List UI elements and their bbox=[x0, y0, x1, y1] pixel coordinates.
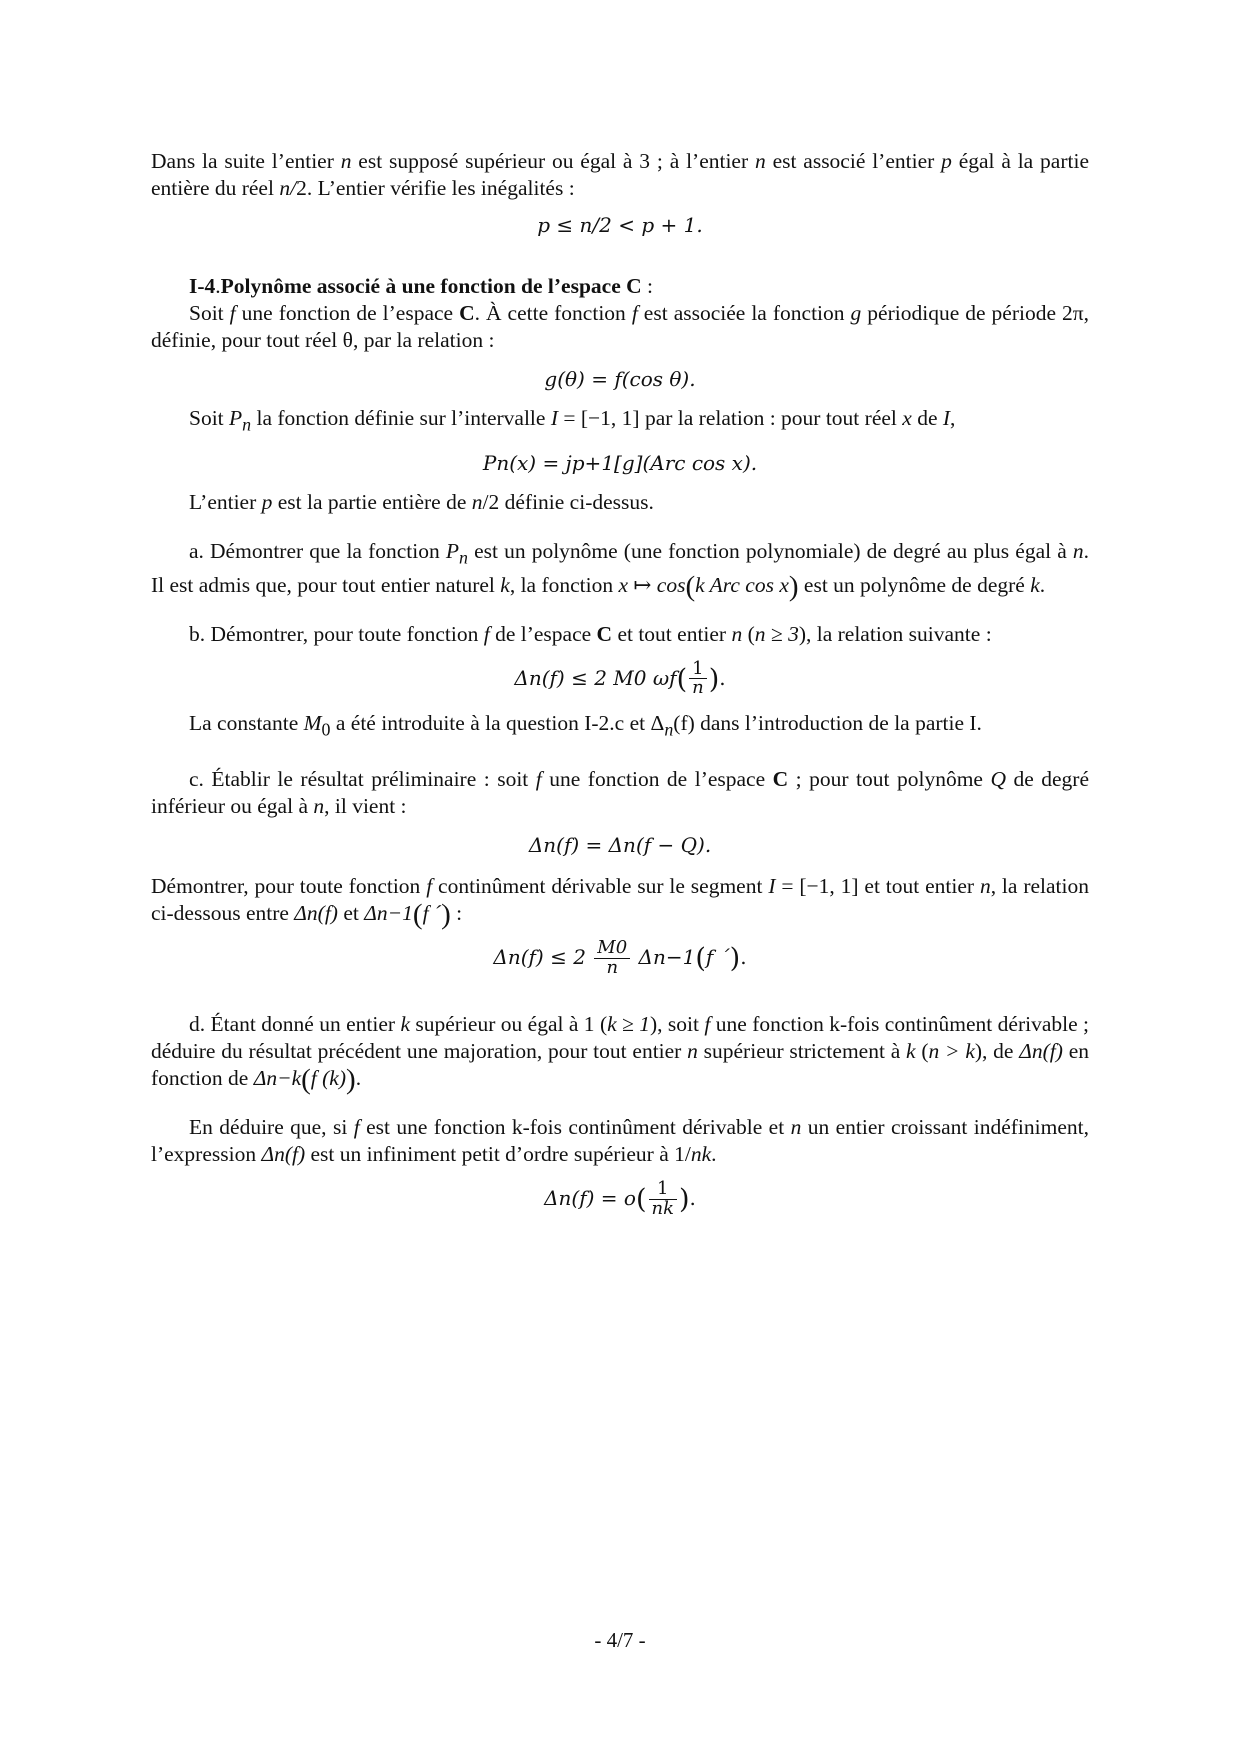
question-d: d. Étant donné un entier k supérieur ou égal à 1 (k ≥ 1), soit f une fonction k-fois continûment dérivable ; déduire du résultat précédent une majoration, pour tout entier n supérieur strictement à k (n > k), de Δn(f) en fonction de Δn−k(f (k)). bbox=[151, 1012, 1090, 1096]
question-a: a. Démontrer que la fonction $P_n$ est un polynôme (une fonction polynomiale) de degré au plus égal à n. Il est admis que, pour tout entier naturel k, la fonction x ↦ cos(k Arc cos x) est un polynôme de degré k. bbox=[151, 539, 1089, 603]
page-content bbox=[151, 148, 1089, 1219]
paragraph-pn: Soit $P_n$ la fonction définie sur l’intervalle I = [−1, 1] par la relation : pour tout réel x de I, bbox=[189, 406, 956, 435]
question-c: c. Établir le résultat préliminaire : soit f une fonction de l’espace C ; pour tout polynôme Q de degré inférieur ou égal à n, il vient : bbox=[151, 766, 1090, 818]
equation-pn: Pn(x) = jp+1[g](Arc cos x). bbox=[482, 451, 758, 476]
equation-delta-bound: Δn(f) ≤ 2 M0 ωf( $\frac{1}{n}$ ). bbox=[514, 657, 726, 699]
equation-g-theta: g(θ) = f(cos θ). bbox=[544, 367, 696, 391]
equation-little-o: Δn(f) = o( $\frac{1}{nk}$ ). bbox=[544, 1178, 696, 1220]
page-number: - 4/7 - bbox=[594, 1628, 646, 1652]
equation-delta-q: Δn(f) = Δn(f − Q). bbox=[528, 832, 712, 857]
paragraph-intro: Dans la suite l’entier n est supposé supérieur ou égal à 3 ; à l’entier n est associé l’entier p égal à la partie entière du réel n/2. L’entier vérifie les inégalités : bbox=[151, 149, 1089, 200]
equation-inequality: p ≤ n/2 < p + 1. bbox=[537, 213, 703, 237]
paragraph-constante: La constante $M_0$ a été introduite à la question I-2.c et $\Delta_n(f)$ dans l’introduction de la partie I. bbox=[189, 711, 982, 740]
paragraph-p-definition: L’entier p est la partie entière de n/2 définie ci-dessus. bbox=[189, 490, 654, 515]
paragraph-soit-f: Soit f une fonction de l’espace C. À cette fonction f est associée la fonction g périodique de période 2π, définie, pour tout réel θ, par la relation : bbox=[151, 301, 1090, 352]
question-b: b. Démontrer, pour toute fonction f de l’espace C et tout entier n (n ≥ 3), la relation suivante : bbox=[189, 621, 992, 646]
paragraph-demontrer: Démontrer, pour toute fonction f continûment dérivable sur le segment I = [−1, 1] et tout entier n, la relation ci-dessous entre Δn(f) et Δn−1(f ´) : bbox=[151, 873, 1089, 931]
paragraph-deduire: En déduire que, si f est une fonction k-fois continûment dérivable et n un entier croissant indéfiniment, l’expression Δn(f) est un infiniment petit d’ordre supérieur à 1/nk. bbox=[151, 1115, 1089, 1167]
section-heading-i4: I-4.Polynôme associé à une fonction de l’espace C : bbox=[189, 274, 654, 298]
equation-delta-derivative: Δn(f) ≤ 2 $\frac{M0}{n}$ Δn−1(f ´). bbox=[493, 936, 747, 978]
